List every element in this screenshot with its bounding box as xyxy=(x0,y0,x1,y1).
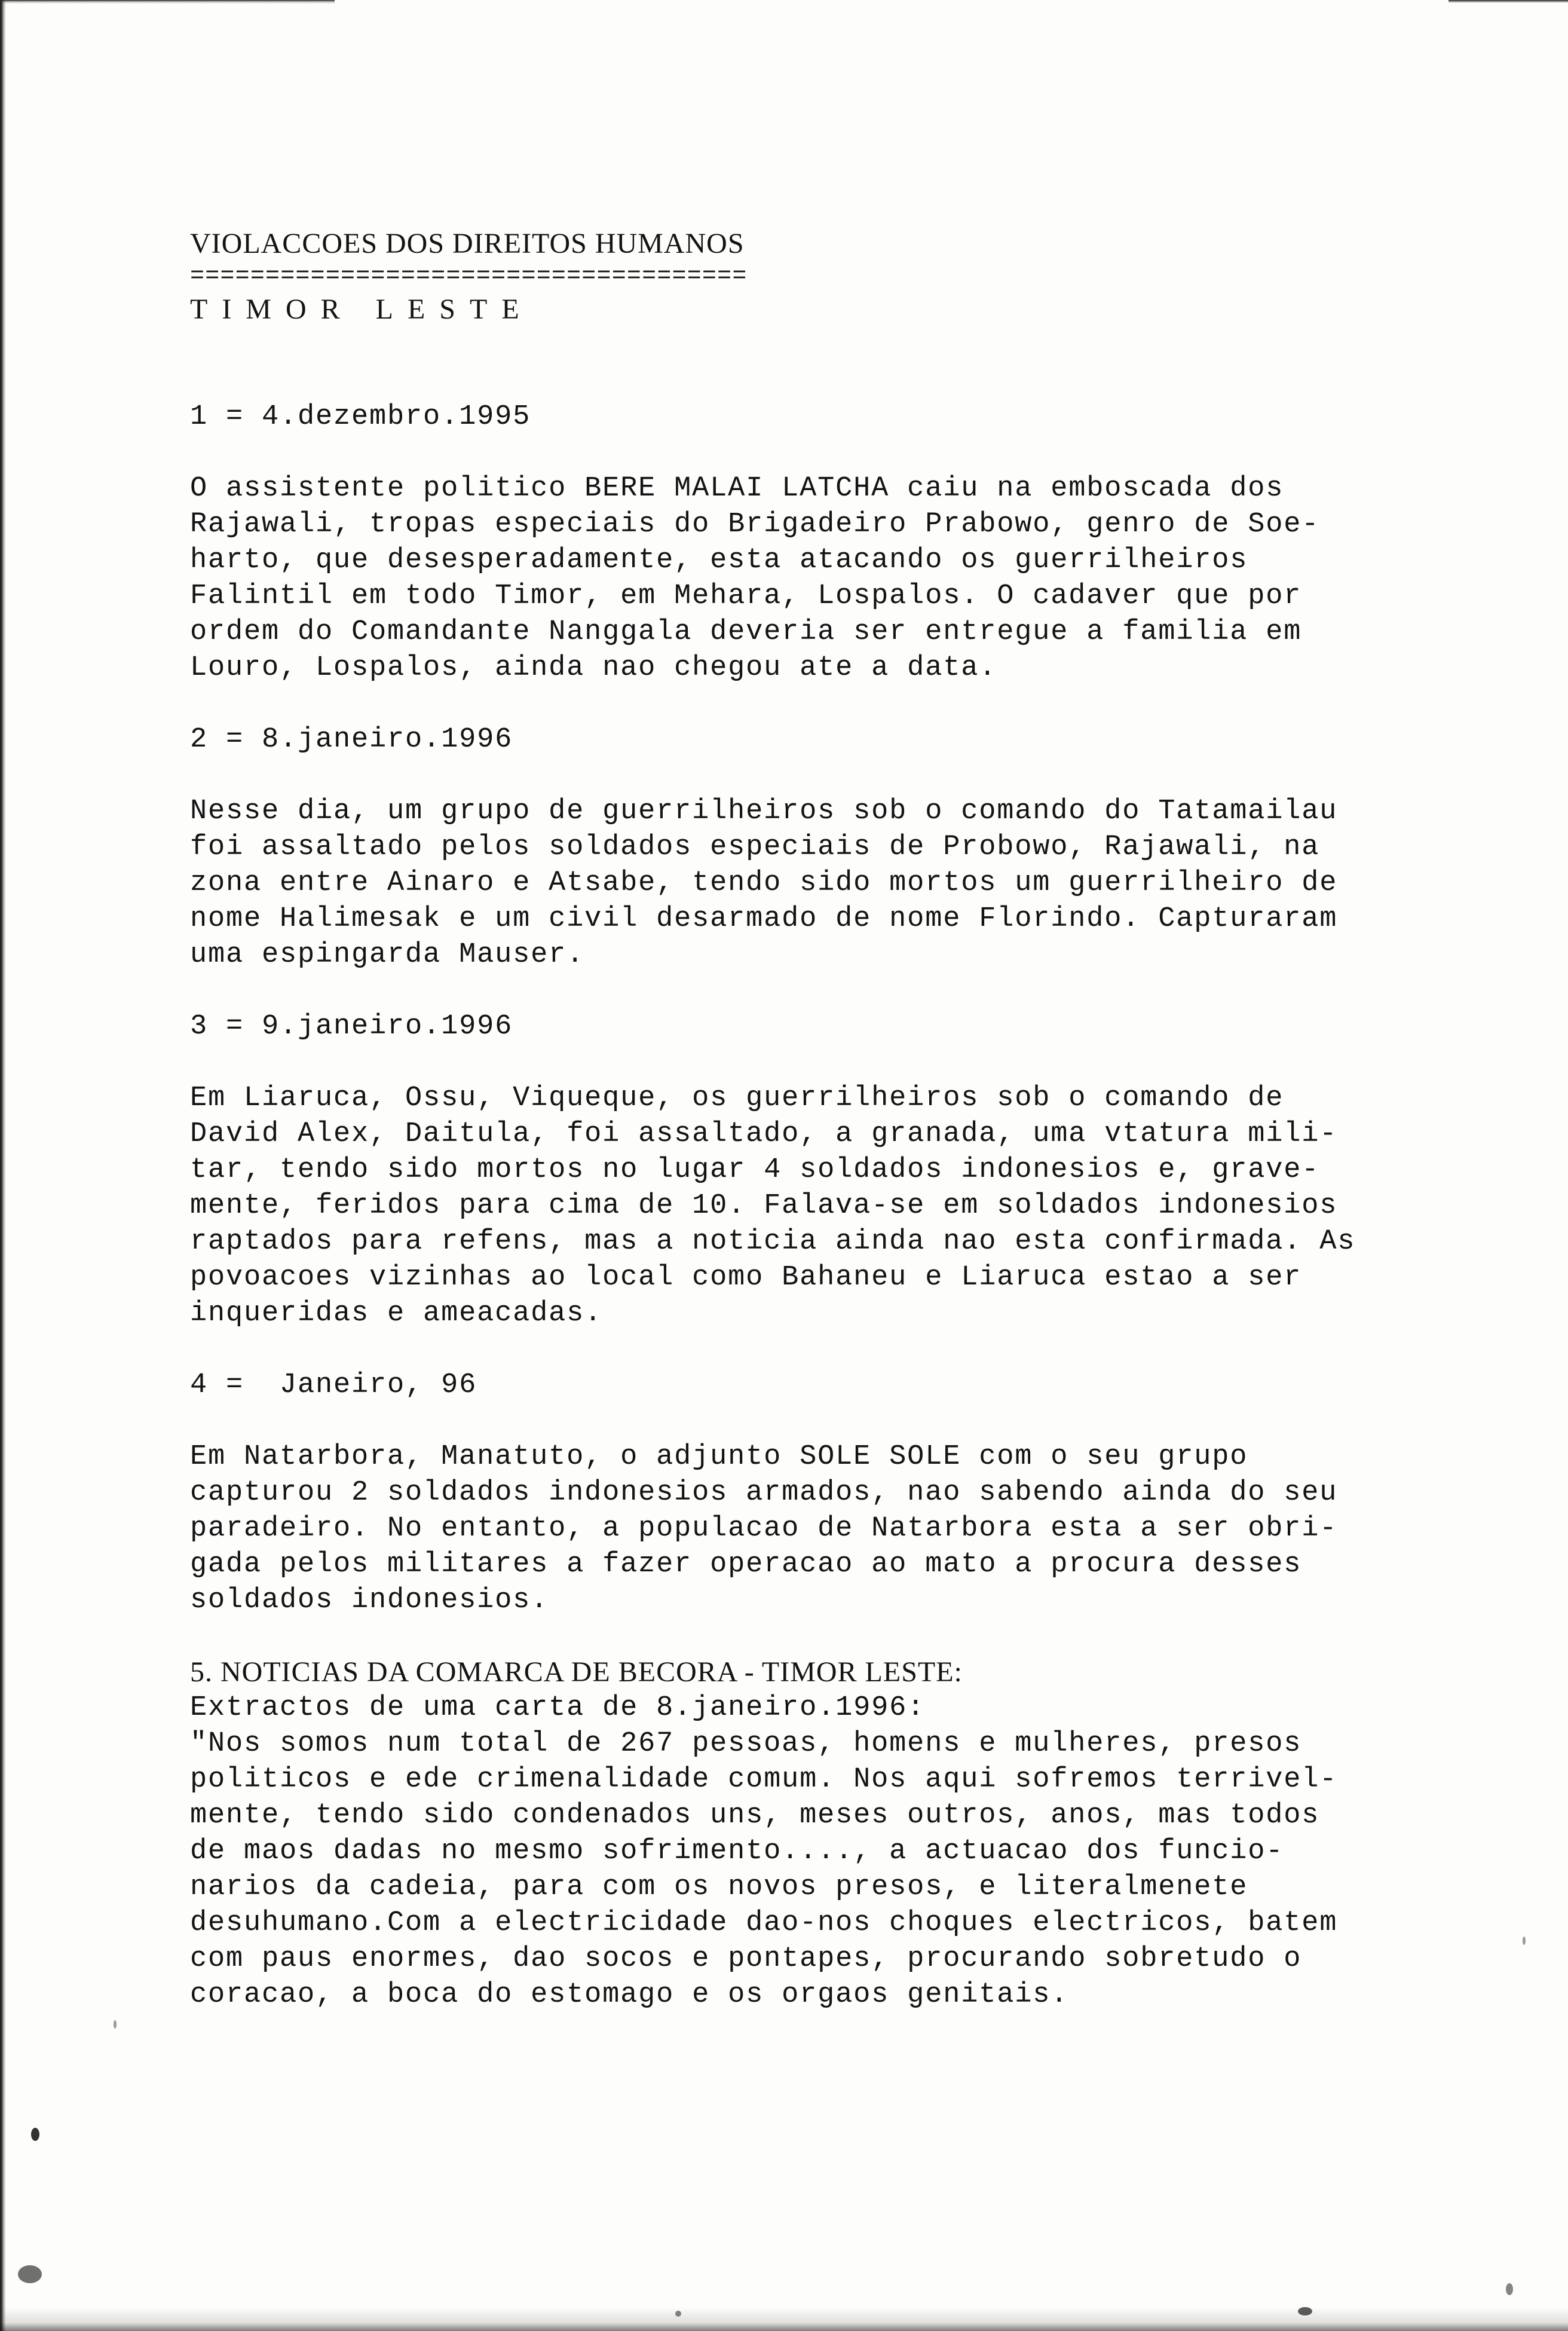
entry-4 xyxy=(190,1368,1385,1619)
entry-line: tar, tendo sido mortos no lugar 4 soldados indonesios e, grave- xyxy=(190,1154,1320,1186)
scan-top-edge xyxy=(0,0,335,4)
section-line: Extractos de uma carta de 8.janeiro.1996: xyxy=(190,1692,926,1724)
section-heading: 5. NOTICIAS DA COMARCA DE BECORA - TIMOR LESTE: xyxy=(190,1656,963,1688)
section-line: politicos e ede crimenalidade comum. Nos aqui sofremos terrivel- xyxy=(190,1764,1338,1795)
entry-line: gada pelos militares a fazer operacao ao mato a procura desses xyxy=(190,1549,1302,1580)
entry-heading: 3 = 9.janeiro.1996 xyxy=(190,1011,513,1042)
entry-line: Nesse dia, um grupo de guerrilheiros sob o comando do Tatamailau xyxy=(190,796,1338,827)
entry-line: foi assaltado pelos soldados especiais de Probowo, Rajawali, na xyxy=(190,831,1320,863)
scan-speck xyxy=(1298,2307,1312,2315)
document-subtitle: TIMOR LESTE xyxy=(190,293,534,325)
document-body xyxy=(190,226,1385,2013)
section-line: coracao, a boca do estomago e os orgaos genitais. xyxy=(190,1979,1069,2011)
scan-speck xyxy=(675,2311,681,2317)
entry-line: povoacoes vizinhas ao local como Bahaneu e Liaruca estao a ser xyxy=(190,1262,1302,1293)
section-line: mente, tendo sido condenados uns, meses outros, anos, mas todos xyxy=(190,1800,1320,1831)
section-5 xyxy=(190,1654,1385,2013)
entry-line: inqueridas e ameacadas. xyxy=(190,1298,603,1329)
section-line: de maos dadas no mesmo sofrimento...., a actuacao dos funcio- xyxy=(190,1836,1284,1867)
scan-speck xyxy=(1523,1937,1526,1945)
section-line: "Nos somos num total de 267 pessoas, homens e mulheres, presos xyxy=(190,1728,1302,1760)
entry-line: Em Natarbora, Manatuto, o adjunto SOLE SOLE com o seu grupo xyxy=(190,1441,1248,1473)
entry-3 xyxy=(190,1009,1385,1332)
entry-1 xyxy=(190,399,1385,686)
entry-line: O assistente politico BERE MALAI LATCHA caiu na emboscada dos xyxy=(190,473,1284,504)
scan-speck xyxy=(18,2265,42,2283)
scan-top-edge-right xyxy=(1448,0,1568,3)
title-underline: ===================================== xyxy=(190,263,748,290)
scan-speck xyxy=(114,2020,117,2029)
entry-line: capturou 2 soldados indonesios armados, nao sabendo ainda do seu xyxy=(190,1477,1338,1509)
scan-left-edge xyxy=(0,0,6,2331)
entry-line: uma espingarda Mauser. xyxy=(190,939,585,971)
entry-line: paradeiro. No entanto, a populacao de Natarbora esta a ser obri- xyxy=(190,1513,1338,1544)
entry-line: harto, que desesperadamente, esta atacando os guerrilheiros xyxy=(190,544,1248,576)
section-line: com paus enormes, dao socos e pontapes, procurando sobretudo o xyxy=(190,1943,1302,1975)
section-line: narios da cadeia, para com os novos presos, e literalmenete xyxy=(190,1871,1248,1903)
entry-line: Falintil em todo Timor, em Mehara, Lospalos. O cadaver que por xyxy=(190,580,1302,612)
entry-heading: 1 = 4.dezembro.1995 xyxy=(190,401,531,433)
scan-speck xyxy=(1506,2283,1513,2295)
section-line: desuhumano.Com a electricidade dao-nos choques electricos, batem xyxy=(190,1907,1338,1939)
entry-line: mente, feridos para cima de 10. Falava-se em soldados indonesios xyxy=(190,1190,1338,1222)
entry-2 xyxy=(190,722,1385,973)
entry-line: David Alex, Daitula, foi assaltado, a granada, uma vtatura mili- xyxy=(190,1118,1338,1150)
scan-speck xyxy=(31,2128,39,2141)
entry-heading: 4 = Janeiro, 96 xyxy=(190,1369,477,1401)
entry-line: ordem do Comandante Nanggala deveria ser entregue a familia em xyxy=(190,616,1302,648)
entry-line: zona entre Ainaro e Atsabe, tendo sido mortos um guerrilheiro de xyxy=(190,867,1338,899)
document-title: VIOLACCOES DOS DIREITOS HUMANOS xyxy=(190,228,745,259)
entry-heading: 2 = 8.janeiro.1996 xyxy=(190,724,513,755)
entry-line: Em Liaruca, Ossu, Viqueque, os guerrilheiros sob o comando de xyxy=(190,1082,1284,1114)
entry-line: Rajawali, tropas especiais do Brigadeiro Prabowo, genro de Soe- xyxy=(190,509,1320,540)
entry-line: nome Halimesak e um civil desarmado de nome Florindo. Capturaram xyxy=(190,903,1338,935)
entry-line: soldados indonesios. xyxy=(190,1584,549,1616)
entry-line: Louro, Lospalos, ainda nao chegou ate a data. xyxy=(190,652,997,684)
scan-bottom-edge xyxy=(0,2307,1568,2331)
entry-line: raptados para refens, mas a noticia ainda nao esta confirmada. As xyxy=(190,1226,1356,1258)
